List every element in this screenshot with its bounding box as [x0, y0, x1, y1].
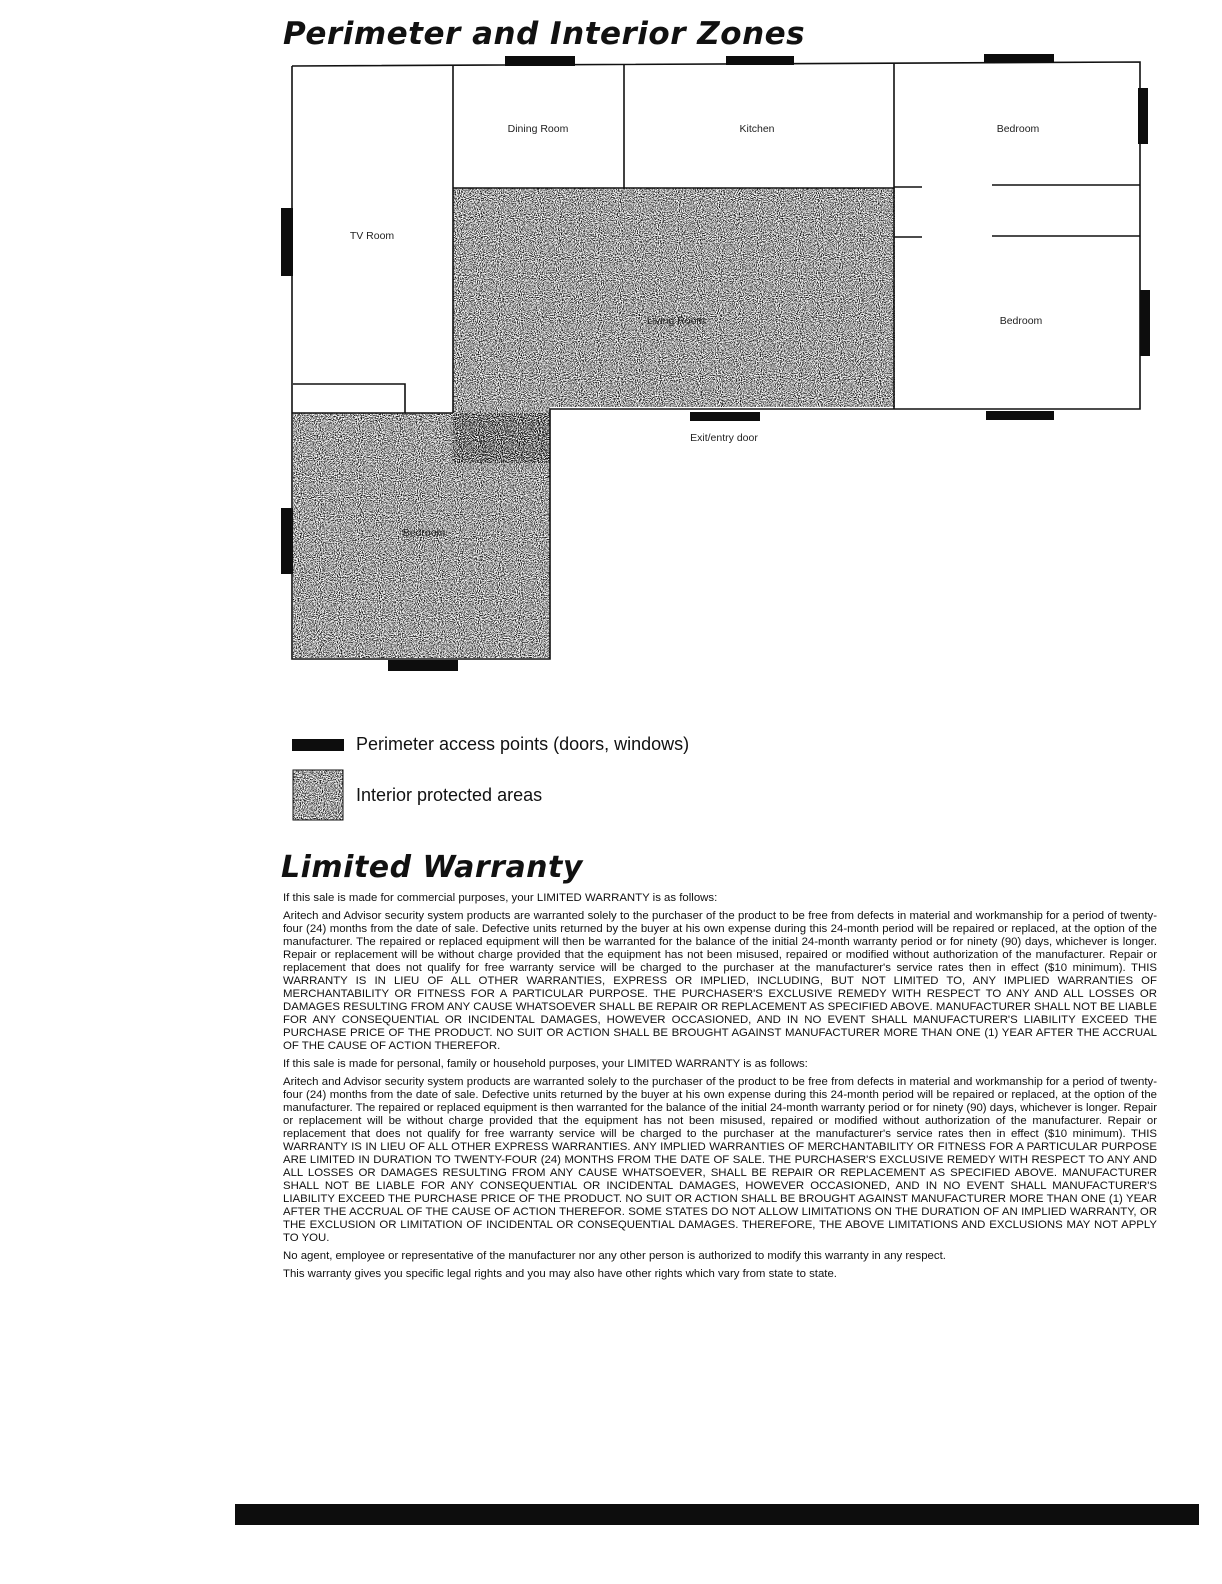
room-label-living-room: Living Room [646, 315, 706, 327]
legend-interior-label: Interior protected areas [356, 784, 543, 805]
warranty-title: Limited Warranty [281, 850, 583, 885]
label-exit-entry-door: Exit/entry door [690, 432, 758, 444]
legend-perimeter-label: Perimeter access points (doors, windows) [356, 734, 690, 754]
warranty-commercial-intro: If this sale is made for commercial purposes, your LIMITED WARRANTY is as follows: [283, 892, 718, 904]
footer-bar [235, 1504, 1199, 1525]
room-label-bedroom-bottom: Bedroom [402, 527, 446, 539]
legend-perimeter [292, 734, 689, 755]
room-label-dining: Dining Room [507, 123, 569, 135]
room-label-tv-room: TV Room [349, 230, 395, 242]
interior-protected-areas [293, 188, 895, 658]
warranty-no-agent: No agent, employee or representative of the manufacturer nor any other person is authorized to modify this warranty in any respect. [283, 1250, 946, 1262]
room-label-kitchen: Kitchen [739, 123, 775, 135]
warranty-personal-body: Aritech and Advisor security system products are warranted solely to the purchaser of the product to be free from defects in material and workmanship for a period of twenty-four (24) months from the date of sale. Defective units returned by the buyer at his own expense during this 24-month period will be repaired or replaced, at the option of the manufacturer. The repaired or replaced equipment is then warranted for the balance of the initial 24-month warranty period or for ninety (90) days, whichever is longer. Repair or replacement will be without charge provided that the equipment has not been misused, repaired or modified without authorization of the manufacturer. Repair or replacement that does not qualify for free warranty service will be charged to the purchaser at the manufacturer's service rates then in effect ($10 minimum). THIS WARRANTY IS IN LIEU OF ALL OTHER EXPRESS WARRANTIES. ANY IMPLIED WARRANTIES OF MERCHANTABILITY OR FITNESS FOR A PARTICULAR PURPOSE ARE LIMITED IN DURATION TO TWENTY-FOUR (24) MONTHS FROM THE DATE OF SALE. THE PURCHASER'S EXCLUSIVE REMEDY WITH RESPECT TO ANY AND ALL LOSSES OR DAMAGES RESULTING FROM ANY CAUSE WHATSOEVER, SHALL BE REPAIR OR REPLACEMENT AS SPECIFIED ABOVE. MANUFACTURER SHALL NOT BE LIABLE FOR ANY CONSEQUENTIAL OR INCIDENTAL DAMAGES, HOWEVER OCCASIONED, AND IN NO EVENT SHALL MANUFACTURER'S LIABILITY EXCEED THE PURCHASE PRICE OF THE PRODUCT. NO SUIT OR ACTION SHALL BE BROUGHT AGAINST MANUFACTURER MORE THAN ONE (1) YEAR AFTER THE ACCRUAL OF THE CAUSE OF ACTION THEREFOR. SOME STATES DO NOT ALLOW LIMITATIONS ON THE DURATION OF AN IMPLIED WARRANTY, OR THE EXCLUSION OR LIMITATION OF INCIDENTAL OR CONSEQUENTIAL DAMAGES. THEREFORE, THE ABOVE LIMITATIONS AND EXCLUSIONS MAY NOT APPLY TO YOU. [283, 1076, 1157, 1244]
floor-plan-diagram [270, 48, 1160, 678]
floorplan-title: Perimeter and Interior Zones [283, 16, 806, 52]
warranty-personal-intro: If this sale is made for personal, family or household purposes, your LIMITED WARRANTY is as follows: [283, 1058, 808, 1070]
perimeter-swatch-icon [292, 739, 344, 751]
interior-swatch-icon [292, 769, 344, 821]
legend-interior [292, 769, 542, 821]
room-label-bedroom-right: Bedroom [999, 315, 1043, 327]
warranty-legal-rights: This warranty gives you specific legal rights and you may also have other rights which vary from state to state. [283, 1268, 837, 1280]
warranty-text [283, 892, 1157, 1286]
room-label-bedroom-top: Bedroom [996, 123, 1040, 135]
warranty-commercial-body: Aritech and Advisor security system products are warranted solely to the purchaser of the product to be free from defects in material and workmanship for a period of twenty-four (24) months from the date of sale. Defective units returned by the buyer at his own expense during this 24-month period will be repaired or replaced, at the option of the manufacturer. The repaired or replaced equipment will then be warranted for the balance of the initial 24-month warranty period or for ninety (90) days, whichever is longer. Repair or replacement will be without charge provided that the equipment has not been misused, repaired or modified without authorization of the manufacturer. Repair or replacement that does not qualify for free warranty service will be charged to the purchaser at the manufacturer's service rates then in effect ($10 minimum). THIS WARRANTY IS IN LIEU OF ALL OTHER WARRANTIES, EXPRESS OR IMPLIED, INCLUDING, BUT NOT LIMITED TO, ANY IMPLIED WARRANTIES OF MERCHANTABILITY OR FITNESS FOR A PARTICULAR PURPOSE. THE PURCHASER'S EXCLUSIVE REMEDY WITH RESPECT TO ANY AND ALL LOSSES OR DAMAGES RESULTING FROM ANY CAUSE WHATSOEVER SHALL BE REPAIR OR REPLACEMENT AS SPECIFIED ABOVE. MANUFACTURER SHALL NOT BE LIABLE FOR ANY CONSEQUENTIAL OR INCIDENTAL DAMAGES, HOWEVER OCCASIONED, AND IN NO EVENT SHALL MANUFACTURER'S LIABILITY EXCEED THE PURCHASE PRICE OF THE PRODUCT. NO SUIT OR ACTION SHALL BE BROUGHT AGAINST MANUFACTURER MORE THAN ONE (1) YEAR AFTER THE ACCRUAL OF THE CAUSE OF ACTION THEREFOR. [283, 910, 1157, 1052]
